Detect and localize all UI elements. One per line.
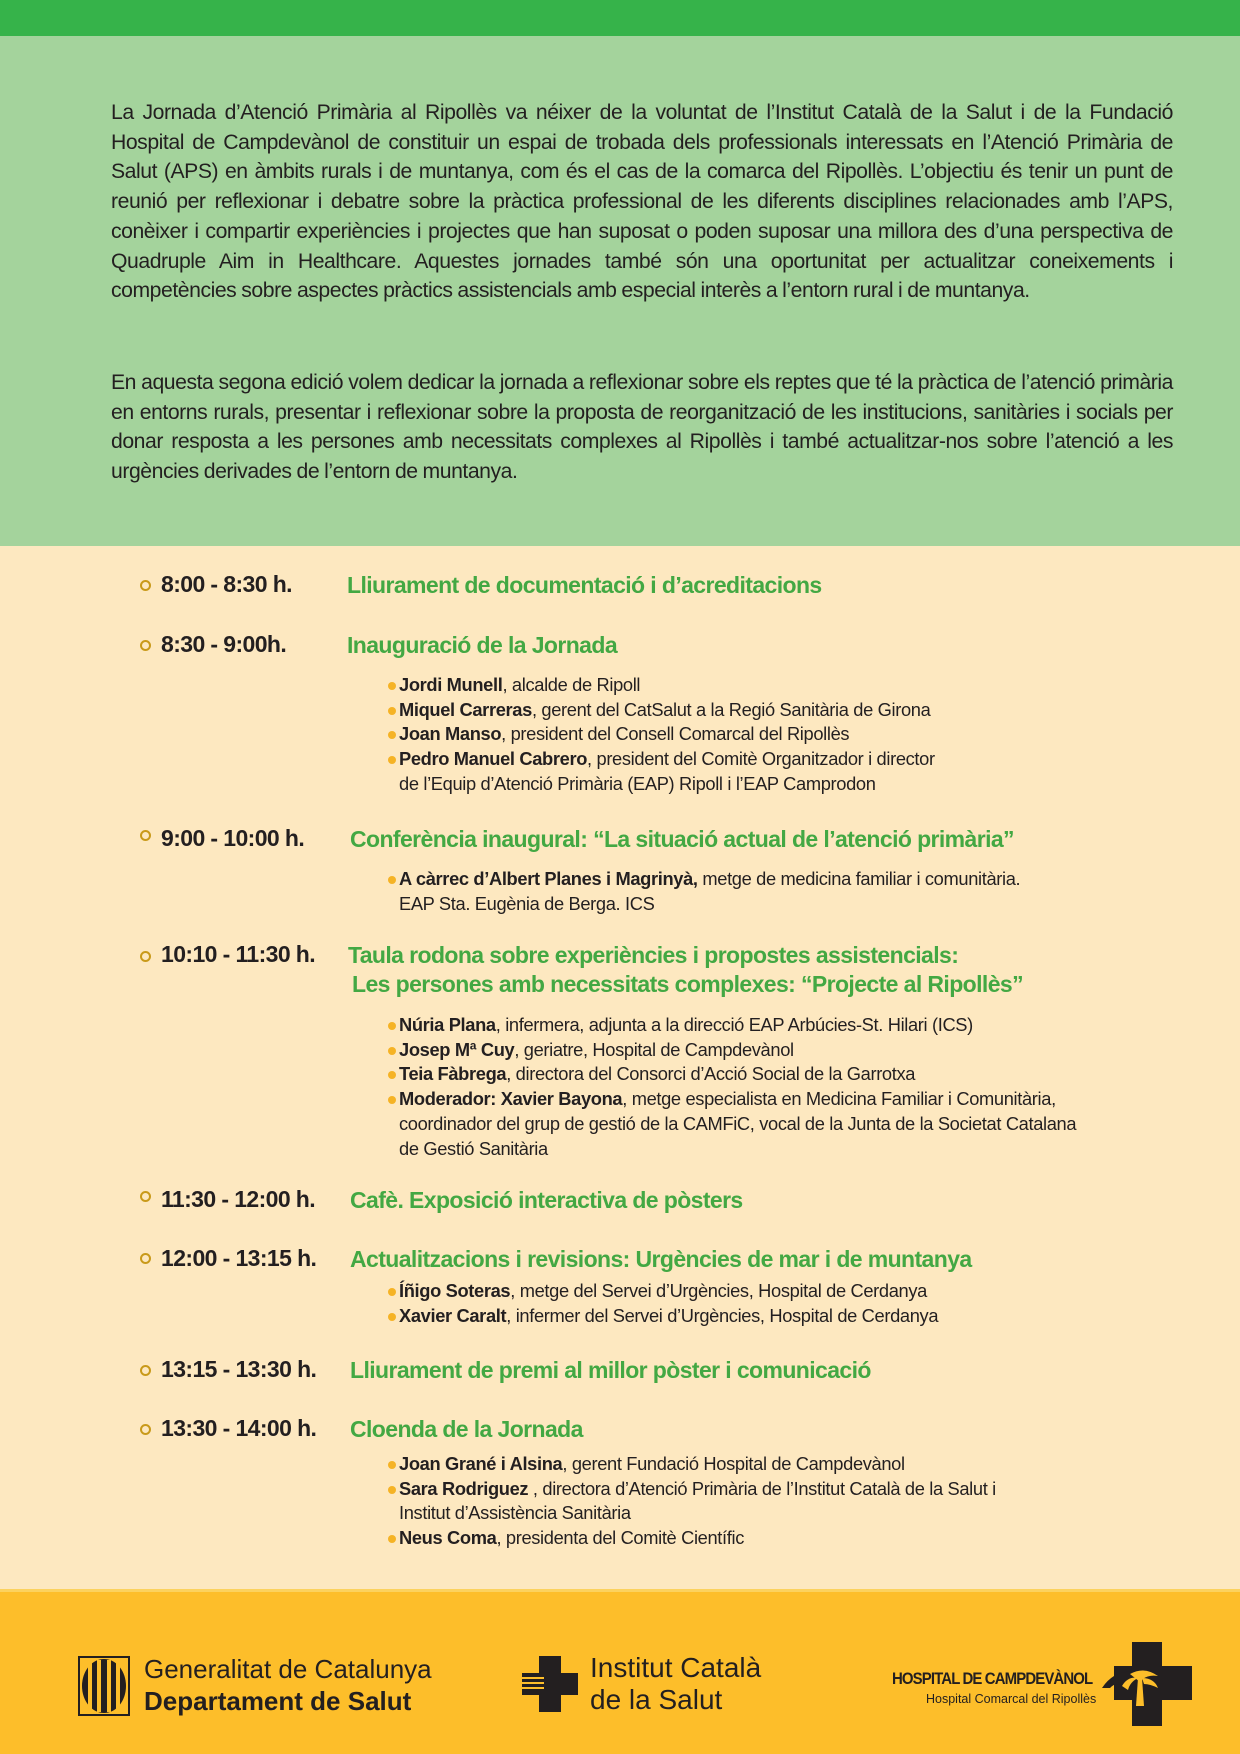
speaker-item xyxy=(399,673,1159,698)
speaker-item xyxy=(399,1526,1159,1551)
dot-bullet-icon xyxy=(388,756,396,764)
speaker-role: , directora del Consorci d’Acció Social de la Garrotxa xyxy=(506,1063,916,1085)
speaker-item xyxy=(399,1013,1159,1038)
speaker-name: Jordi Munell xyxy=(399,674,503,695)
session-time: 13:15 - 13:30 h. xyxy=(161,1356,317,1382)
session-title: Lliurament de premi al millor pòster i comunicació xyxy=(350,1357,871,1383)
session-time: 8:30 - 9:00h. xyxy=(161,631,287,657)
session-time: 13:30 - 14:00 h. xyxy=(161,1415,317,1441)
dot-bullet-icon xyxy=(388,682,396,690)
speaker-role: , metge especialista en Medicina Familiar i Comunitària, xyxy=(622,1088,1056,1110)
circle-bullet-icon xyxy=(140,1424,151,1435)
speaker-item xyxy=(399,1304,1159,1329)
speaker-name: Xavier Caralt xyxy=(399,1304,507,1326)
speaker-item xyxy=(399,722,1159,747)
speaker-role: , president del Consell Comarcal del Ripollès xyxy=(501,723,850,745)
ics-cross-icon xyxy=(522,1656,578,1712)
session-title: Cloenda de la Jornada xyxy=(350,1416,583,1442)
dot-bullet-icon xyxy=(388,1461,396,1469)
speaker-list xyxy=(399,867,1159,916)
intro-section xyxy=(0,36,1240,546)
top-color-bar xyxy=(0,0,1240,36)
session-time: 8:00 - 8:30 h. xyxy=(161,571,292,597)
speaker-item xyxy=(399,747,1159,772)
ics-name-line1: Institut Català xyxy=(590,1652,762,1683)
speaker-name: Miquel Carreras xyxy=(399,698,532,720)
dot-bullet-icon xyxy=(388,707,396,715)
dot-bullet-icon xyxy=(388,731,396,739)
footer-logos xyxy=(0,1589,1240,1754)
speaker-list xyxy=(399,1279,1159,1328)
speaker-list xyxy=(399,673,1159,797)
speaker-name: Núria Plana xyxy=(399,1014,496,1035)
speaker-item xyxy=(399,867,1159,892)
hospital-subtitle: Hospital Comarcal del Ripollès xyxy=(926,1692,1097,1706)
dot-bullet-icon xyxy=(388,1071,396,1079)
session-time: 10:10 - 11:30 h. xyxy=(161,941,316,967)
speaker-name: Joan Grané i Alsina xyxy=(399,1453,563,1474)
speaker-role: metge de medicina familiar i comunitària. xyxy=(697,868,1021,889)
circle-bullet-icon xyxy=(140,1191,151,1202)
generalitat-name: Generalitat de Catalunya xyxy=(144,1654,432,1684)
circle-bullet-icon xyxy=(140,951,151,962)
speaker-role: , gerent del CatSalut a la Regió Sanitària de Girona xyxy=(531,698,931,720)
speaker-name: Sara Rodriguez xyxy=(399,1477,533,1499)
speaker-item xyxy=(399,1452,1159,1477)
dot-bullet-icon xyxy=(388,876,396,884)
speaker-name: Neus Coma xyxy=(399,1527,497,1549)
speaker-name: Moderador: Xavier Bayona xyxy=(399,1088,623,1110)
speaker-role: , metge del Servei d’Urgències, Hospital de Cerdanya xyxy=(510,1280,927,1301)
hospital-name: HOSPITAL DE CAMPDEVÀNOL xyxy=(892,1669,1093,1688)
speaker-role: , infermera, adjunta a la direcció EAP Arbúcies-St. Hilari (ICS) xyxy=(495,1014,973,1035)
speaker-name: A càrrec d’Albert Planes i Magrinyà, xyxy=(399,868,698,889)
dot-bullet-icon xyxy=(388,1022,396,1030)
session-title: Lliurament de documentació i d’acreditacions xyxy=(347,572,822,598)
speaker-role: , president del Comitè Organitzador i director xyxy=(587,748,935,770)
session-title: Taula rodona sobre experiències i propostes assistencials: xyxy=(348,942,959,968)
program-section xyxy=(0,546,1240,1589)
session-time: 12:00 - 13:15 h. xyxy=(161,1245,317,1271)
session-title: Cafè. Exposició interactiva de pòsters xyxy=(350,1187,743,1213)
speaker-role-continued: de Gestió Sanitària xyxy=(399,1137,548,1159)
speaker-role: , presidenta del Comitè Científic xyxy=(496,1527,744,1549)
speaker-role: , geriatre, Hospital de Campdevànol xyxy=(514,1038,794,1060)
speaker-role-continued: EAP Sta. Eugènia de Berga. ICS xyxy=(399,892,655,914)
session-time: 11:30 - 12:00 h. xyxy=(161,1186,316,1212)
dot-bullet-icon xyxy=(388,1096,396,1104)
speaker-name: Joan Manso xyxy=(399,723,502,745)
session-subtitle: Les persones amb necessitats complexes: “Projecte al Ripollès” xyxy=(352,971,1023,997)
intro-paragraph-2: En aquesta segona edició volem dedicar la jornada a reflexionar sobre els reptes que té la pràctica de l’atenció primària en entorns rurals, presentar i reflexionar sobre la proposta de reorganització de les institucions, sanitàries i socials per donar resposta a les persones amb necessitats complexes al Ripollès i també actualitzar-nos sobre l’atenció a les urgències derivades de l’entorn de muntanya. xyxy=(111,371,1173,484)
session-time: 9:00 - 10:00 h. xyxy=(161,825,305,851)
speaker-name: Pedro Manuel Cabrero xyxy=(399,748,588,770)
session-title: Actualitzacions i revisions: Urgències de mar i de muntanya xyxy=(350,1246,972,1272)
speaker-role: , directora d’Atenció Primària de l’Institut Català de la Salut i xyxy=(532,1477,996,1499)
circle-bullet-icon xyxy=(140,830,151,841)
circle-bullet-icon xyxy=(140,1365,151,1376)
circle-bullet-icon xyxy=(140,1253,151,1264)
intro-paragraph-1: La Jornada d’Atenció Primària al Ripollès va néixer de la voluntat de l’Institut Català de la Salut i de la Fundació Hospital de Campdevànol de constituir un espai de trobada dels professionals interessats en l’Atenció Primària de Salut (APS) en àmbits rurals i de muntanya, com és el cas de la comarca del Ripollès. L’objectiu és tenir un punt de reunió per reflexionar i debatre sobre la pràctica professional de les diferents disciplines relacionades amb l’APS, conèixer i compartir experiències i projectes que han suposat o poden suposar una millora des d’una perspectiva de Quadruple Aim in Healthcare. Aquestes jornades també són una oportunitat per actualitzar coneixements i competències sobre aspectes pràctics assistencials amb especial interès a l’entorn rural i de muntanya. xyxy=(111,101,1173,303)
speaker-role: , alcalde de Ripoll xyxy=(502,674,641,695)
speaker-item xyxy=(399,1038,1159,1063)
catalan-senyera-emblem-icon xyxy=(78,1656,130,1716)
dot-bullet-icon xyxy=(388,1288,396,1296)
ics-name-line2: de la Salut xyxy=(590,1684,723,1715)
session-title: Conferència inaugural: “La situació actual de l’atenció primària” xyxy=(350,826,1014,852)
dot-bullet-icon xyxy=(388,1535,396,1543)
dot-bullet-icon xyxy=(388,1313,396,1321)
speaker-role-continued: Institut d’Assistència Sanitària xyxy=(399,1502,631,1524)
circle-bullet-icon xyxy=(140,640,151,651)
palm-cross-icon xyxy=(1100,1642,1192,1726)
speaker-list xyxy=(399,1013,1159,1161)
dot-bullet-icon xyxy=(388,1047,396,1055)
speaker-name: Íñigo Soteras xyxy=(399,1280,511,1301)
department-name: Departament de Salut xyxy=(144,1686,412,1716)
speaker-role: , gerent Fundació Hospital de Campdevànol xyxy=(562,1453,905,1474)
speaker-role: , infermer del Servei d’Urgències, Hospital de Cerdanya xyxy=(506,1304,939,1326)
speaker-item xyxy=(399,1279,1159,1304)
speaker-list xyxy=(399,1452,1159,1551)
speaker-name: Teia Fàbrega xyxy=(399,1063,507,1085)
dot-bullet-icon xyxy=(388,1486,396,1494)
speaker-item xyxy=(399,1087,1159,1112)
speaker-role-continued: de l’Equip d’Atenció Primària (EAP) Ripoll i l’EAP Camprodon xyxy=(399,772,876,794)
speaker-item xyxy=(399,1062,1159,1087)
speaker-item xyxy=(399,698,1159,723)
speaker-role-continued: coordinador del grup de gestió de la CAMFiC, vocal de la Junta de la Societat Catalana xyxy=(399,1112,1077,1134)
speaker-name: Josep Mª Cuy xyxy=(399,1038,515,1060)
circle-bullet-icon xyxy=(140,580,151,591)
session-title: Inauguració de la Jornada xyxy=(347,632,618,658)
speaker-item xyxy=(399,1477,1159,1502)
